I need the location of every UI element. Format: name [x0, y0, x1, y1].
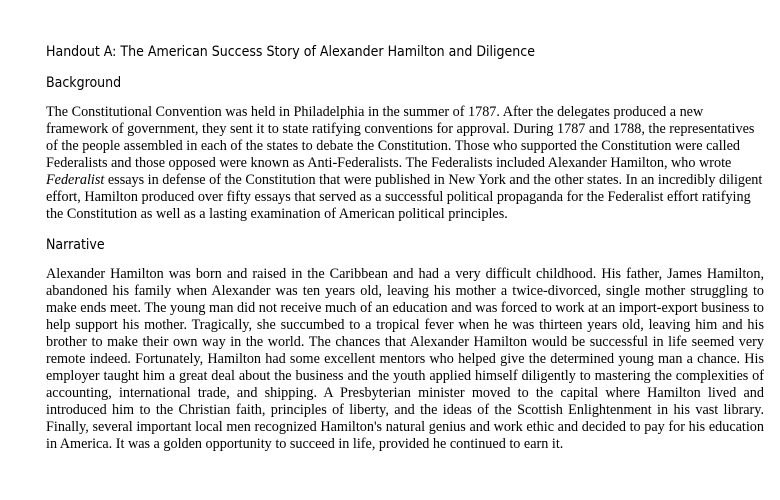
background-paragraph: [46, 104, 764, 223]
narrative-paragraph: Alexander Hamilton was born and raised in the Caribbean and had a very difficult childhood. His father, James Hamilton, abandoned his family when Alexander was ten years old, leaving his mother a twice-divorced, single mother struggling to make ends meet. The young man did not receive much of an education and was forced to work at an import-export business to help support his mother. Tragically, she succumbed to a tropical fever when he was thirteen years old, leaving him and his brother to make their own way in the world. The chances that Alexander Hamilton would be successful in life seemed very remote indeed. Fortunately, Hamilton had some excellent mentors who helped give the determined young man a chance. His employer taught him a great deal about the business and the youth applied himself diligently to mastering the complexities of accounting, international trade, and shipping. A Presbyterian minister moved to the capital where Hamilton lived and introduced him to the Christian faith, principles of liberty, and the ideas of the Scottish Enlightenment in his vast library. Finally, several important local men recognized Hamilton's natural genius and work ethic and decided to pay for his education in America. It was a golden opportunity to succeed in life, provided he continued to earn it.: [46, 266, 764, 452]
narrative-heading: Narrative: [46, 237, 105, 253]
handout-page: [46, 44, 764, 453]
federalist-emphasis: Federalist: [46, 172, 105, 188]
background-text-part-1: The Constitutional Convention was held in Philadelphia in the summer of 1787. After the delegates produced a new framework of government, they sent it to state ratifying conventions for approval. During 1787 and 1788, the representatives of the people assembled in each of the states to debate the Constitution. Those who supported the Constitution were called Federalists and those opposed were known as Anti-Federalists. The Federalists included Alexander Hamilton, who wrote: [46, 104, 755, 171]
background-text-part-2: essays in defense of the Constitution that were published in New York and the other states. In an incredibly diligent effort, Hamilton produced over fifty essays that served as a successful political propaganda for the Federalist effort ratifying the Constitution as well as a lasting examination of American political principles.: [46, 172, 763, 222]
handout-title: Handout A: The American Success Story of Alexander Hamilton and Diligence: [46, 44, 535, 60]
background-heading: Background: [46, 75, 122, 91]
